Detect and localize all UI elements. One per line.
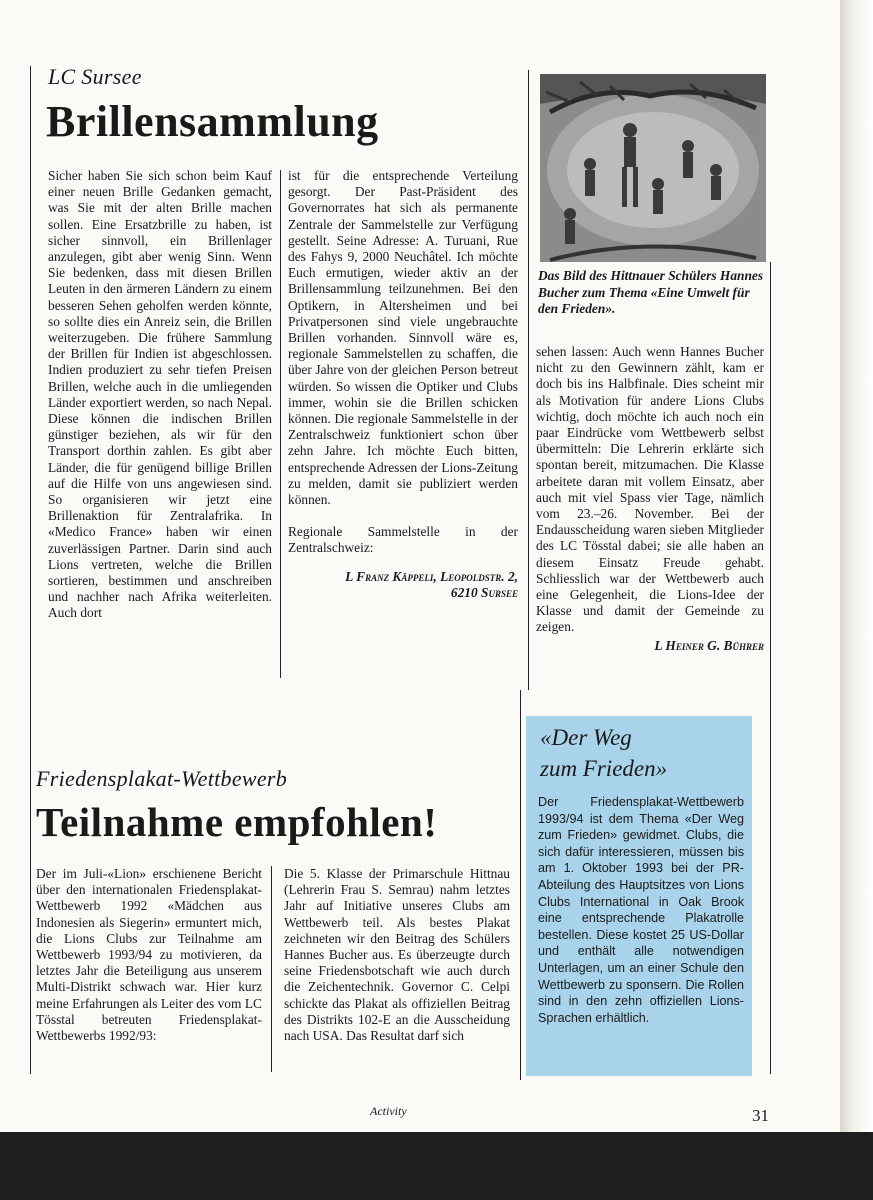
right-margin-rule bbox=[770, 262, 771, 1074]
article-text: ist für die entsprechende Verteilung gesorgt. Der Past-Präsident des Governorrates hat sich als permanente Zentrale der Sammelstelle zur Verfügung gestellt. Seine Adresse: A. Turuani, Rue des Fahys 9, 2000 Neuchâtel. Ich möchte Euch ermutigen, wieder aktiv an der Brillensammlung teilzunehmen. Bei den Optikern, in Altersheimen und bei Privatpersonen sind viele ungebrauchte Brillen vorhanden. Sinnvoll wäre es, regionale Sammelstellen zu schaffen, die über Jahre von der gleichen Person betreut würden. So wissen die Optiker und Clubs immer, wohin sie die Brillen schicken können. Die regionale Sammelstelle in der Zentralschweiz funktioniert schon über zehn Jahre. Ich möchte Euch bitten, entsprechende Adressen der Lions-Zeitung zu melden, damit sie publiziert werden können. bbox=[288, 168, 518, 508]
section-footer: Activity bbox=[370, 1104, 407, 1118]
column-rule-2 bbox=[528, 70, 529, 690]
headline: Brillensammlung bbox=[46, 97, 379, 146]
headline: Teilnahme empfohlen! bbox=[36, 799, 438, 845]
article-column bbox=[284, 866, 510, 1044]
student-drawing-photo bbox=[540, 74, 766, 262]
column-rule-4 bbox=[271, 866, 272, 1072]
signature bbox=[288, 569, 518, 602]
article-text: Regionale Sammelstelle in der Zentralschweiz: bbox=[288, 524, 518, 556]
info-box-title-line: zum Frieden» bbox=[540, 756, 668, 781]
left-margin-rule bbox=[30, 66, 31, 1074]
signature-line: L Franz Käppeli, Leopoldstr. 2, bbox=[345, 568, 518, 584]
kicker: Friedensplakat-Wettbewerb bbox=[36, 766, 288, 791]
signature: L Heiner G. Bührer bbox=[654, 637, 764, 653]
article-text: Sicher haben Sie sich schon beim Kauf einer neuen Brille Gedanken gemacht, was Sie mit der alten Brille machen sollen. Eine Ersatzbrille zu haben, ist sicher sinnvoll, ein Brillenlager anzulegen, gibt aber wenig Sinn. Wenn Sie bedenken, dass mit diesen Brillen Leuten in den ärmeren Ländern zu einem besseren Sehen geholfen werden könnte, so sollte dies ein Anreiz sein, die Brillen weiterzugeben. Die frühere Sammlung der Brillen für Indien ist abgeschlossen. Indien produziert zu sehr tiefen Preisen Brillen, welche auch in die umliegenden Länder exportiert werden, so nach Nepal. Diese können die indischen Brillen günstiger beziehen, als wir für den Transport dorthin zahlen. Es gibt aber Länder, die für genügend billige Brillen auf die Hilfe von uns angewiesen sind. So organisieren wir jetzt eine Brillenaktion für Zentralafrika. In «Medico France» haben wir einen zuverlässigen Partner. Darin sind auch Lions vertreten, welche die Brillen sortieren, bestimmen und anschreiben und nachher nach Afrika weiterleiten. Auch dort bbox=[48, 168, 272, 621]
article-column bbox=[288, 168, 518, 602]
signature-line: 6210 Sursee bbox=[450, 585, 518, 601]
article-text: sehen lassen: Auch wenn Hannes Bucher nicht zu den Gewinnern zählt, kam er doch bis ins Halbfinale. Dies scheint mir als Motivation für andere Lions Clubs wichtig, doch möchte ich auch noch ein paar Eindrücke vom Wettbewerb selbst übermitteln: Die Lehrerin erklärte sich spontan bereit, mitzumachen. Die Klasse arbeitete daran mit vollem Einsatz, aber auch mit viel Spass vier Tage, nämlich vom 23.–26. November. Bei der Endausscheidung waren sieben Mitglieder des LC Tösstal dabei; sie alle haben an diesem Einsatz Freude gehabt. Schliesslich war der Wettbewerb auch eine Gelegenheit, die Lions-Idee der Klasse und damit der Gemeinde zu zeigen. bbox=[536, 344, 764, 635]
article-column bbox=[536, 344, 764, 654]
info-box bbox=[526, 716, 752, 1076]
info-box-title bbox=[540, 722, 667, 784]
scan-background bbox=[0, 1132, 873, 1200]
article-column bbox=[36, 866, 262, 1044]
photo-caption: Das Bild des Hittnauer Schülers Hannes Bucher zum Thema «Eine Umwelt für den Frieden». bbox=[538, 268, 764, 316]
info-box-body: Der Friedensplakat-Wettbewerb 1993/94 ist dem Thema «Der Weg zum Frieden» gewidmet. Clubs, die sich dafür interessieren, müssen bis am 1. Oktober 1993 bei der PR-Abteilung des Hauptsitzes von Lions Clubs International in Oak Brook eine entsprechende Plakatrolle bestellen. Diese kostet 25 US-Dollar und enthält alle notwendigen Unterlagen, um an einer Schule den Wettbewerb zu sponsern. Die Rollen sind in den zehn offiziellen Lions-Sprachen erhältlich. bbox=[538, 795, 744, 1025]
article-column bbox=[48, 168, 272, 622]
info-box-title-line: «Der Weg bbox=[540, 725, 632, 750]
kicker: LC Sursee bbox=[48, 64, 142, 89]
column-rule-1 bbox=[280, 170, 281, 678]
paper-edge bbox=[840, 0, 873, 1200]
article-text: Der im Juli-«Lion» erschienene Bericht über den internationalen Friedensplakat-Wettbewerb 1992 «Mädchen aus Indonesien als Siegerin» ermuntert mich, die Lions Clubs zur Teilnahme am Wettbewerb 1993/94 zu motivieren, da letztes Jahr die Beteiligung aus unserem Multi-Distrikt schwach war. Hier kurz meine Erfahrungen als Leiter des vom LC Tösstal betreuten Friedensplakat-Wettbewerbs 1992/93: bbox=[36, 866, 262, 1044]
article-text: Die 5. Klasse der Primarschule Hittnau (Lehrerin Frau S. Semrau) nahm letztes Jahr auf Initiative unseres Clubs am Wettbewerb teil. Als bestes Plakat zeichneten wir den Beitrag des Schülers Hannes Bucher aus. Es überzeugte durch seine Friedensbotschaft wie auch durch die Zeichentechnik. Governor C. Celpi schickte das Plakat als offiziellen Beitrag des Distrikts 102-E an die Ausscheidung nach USA. Das Resultat darf sich bbox=[284, 866, 510, 1044]
drawing-illustration bbox=[540, 74, 766, 262]
column-rule-3 bbox=[520, 690, 521, 1080]
page-number: 31 bbox=[752, 1106, 769, 1125]
